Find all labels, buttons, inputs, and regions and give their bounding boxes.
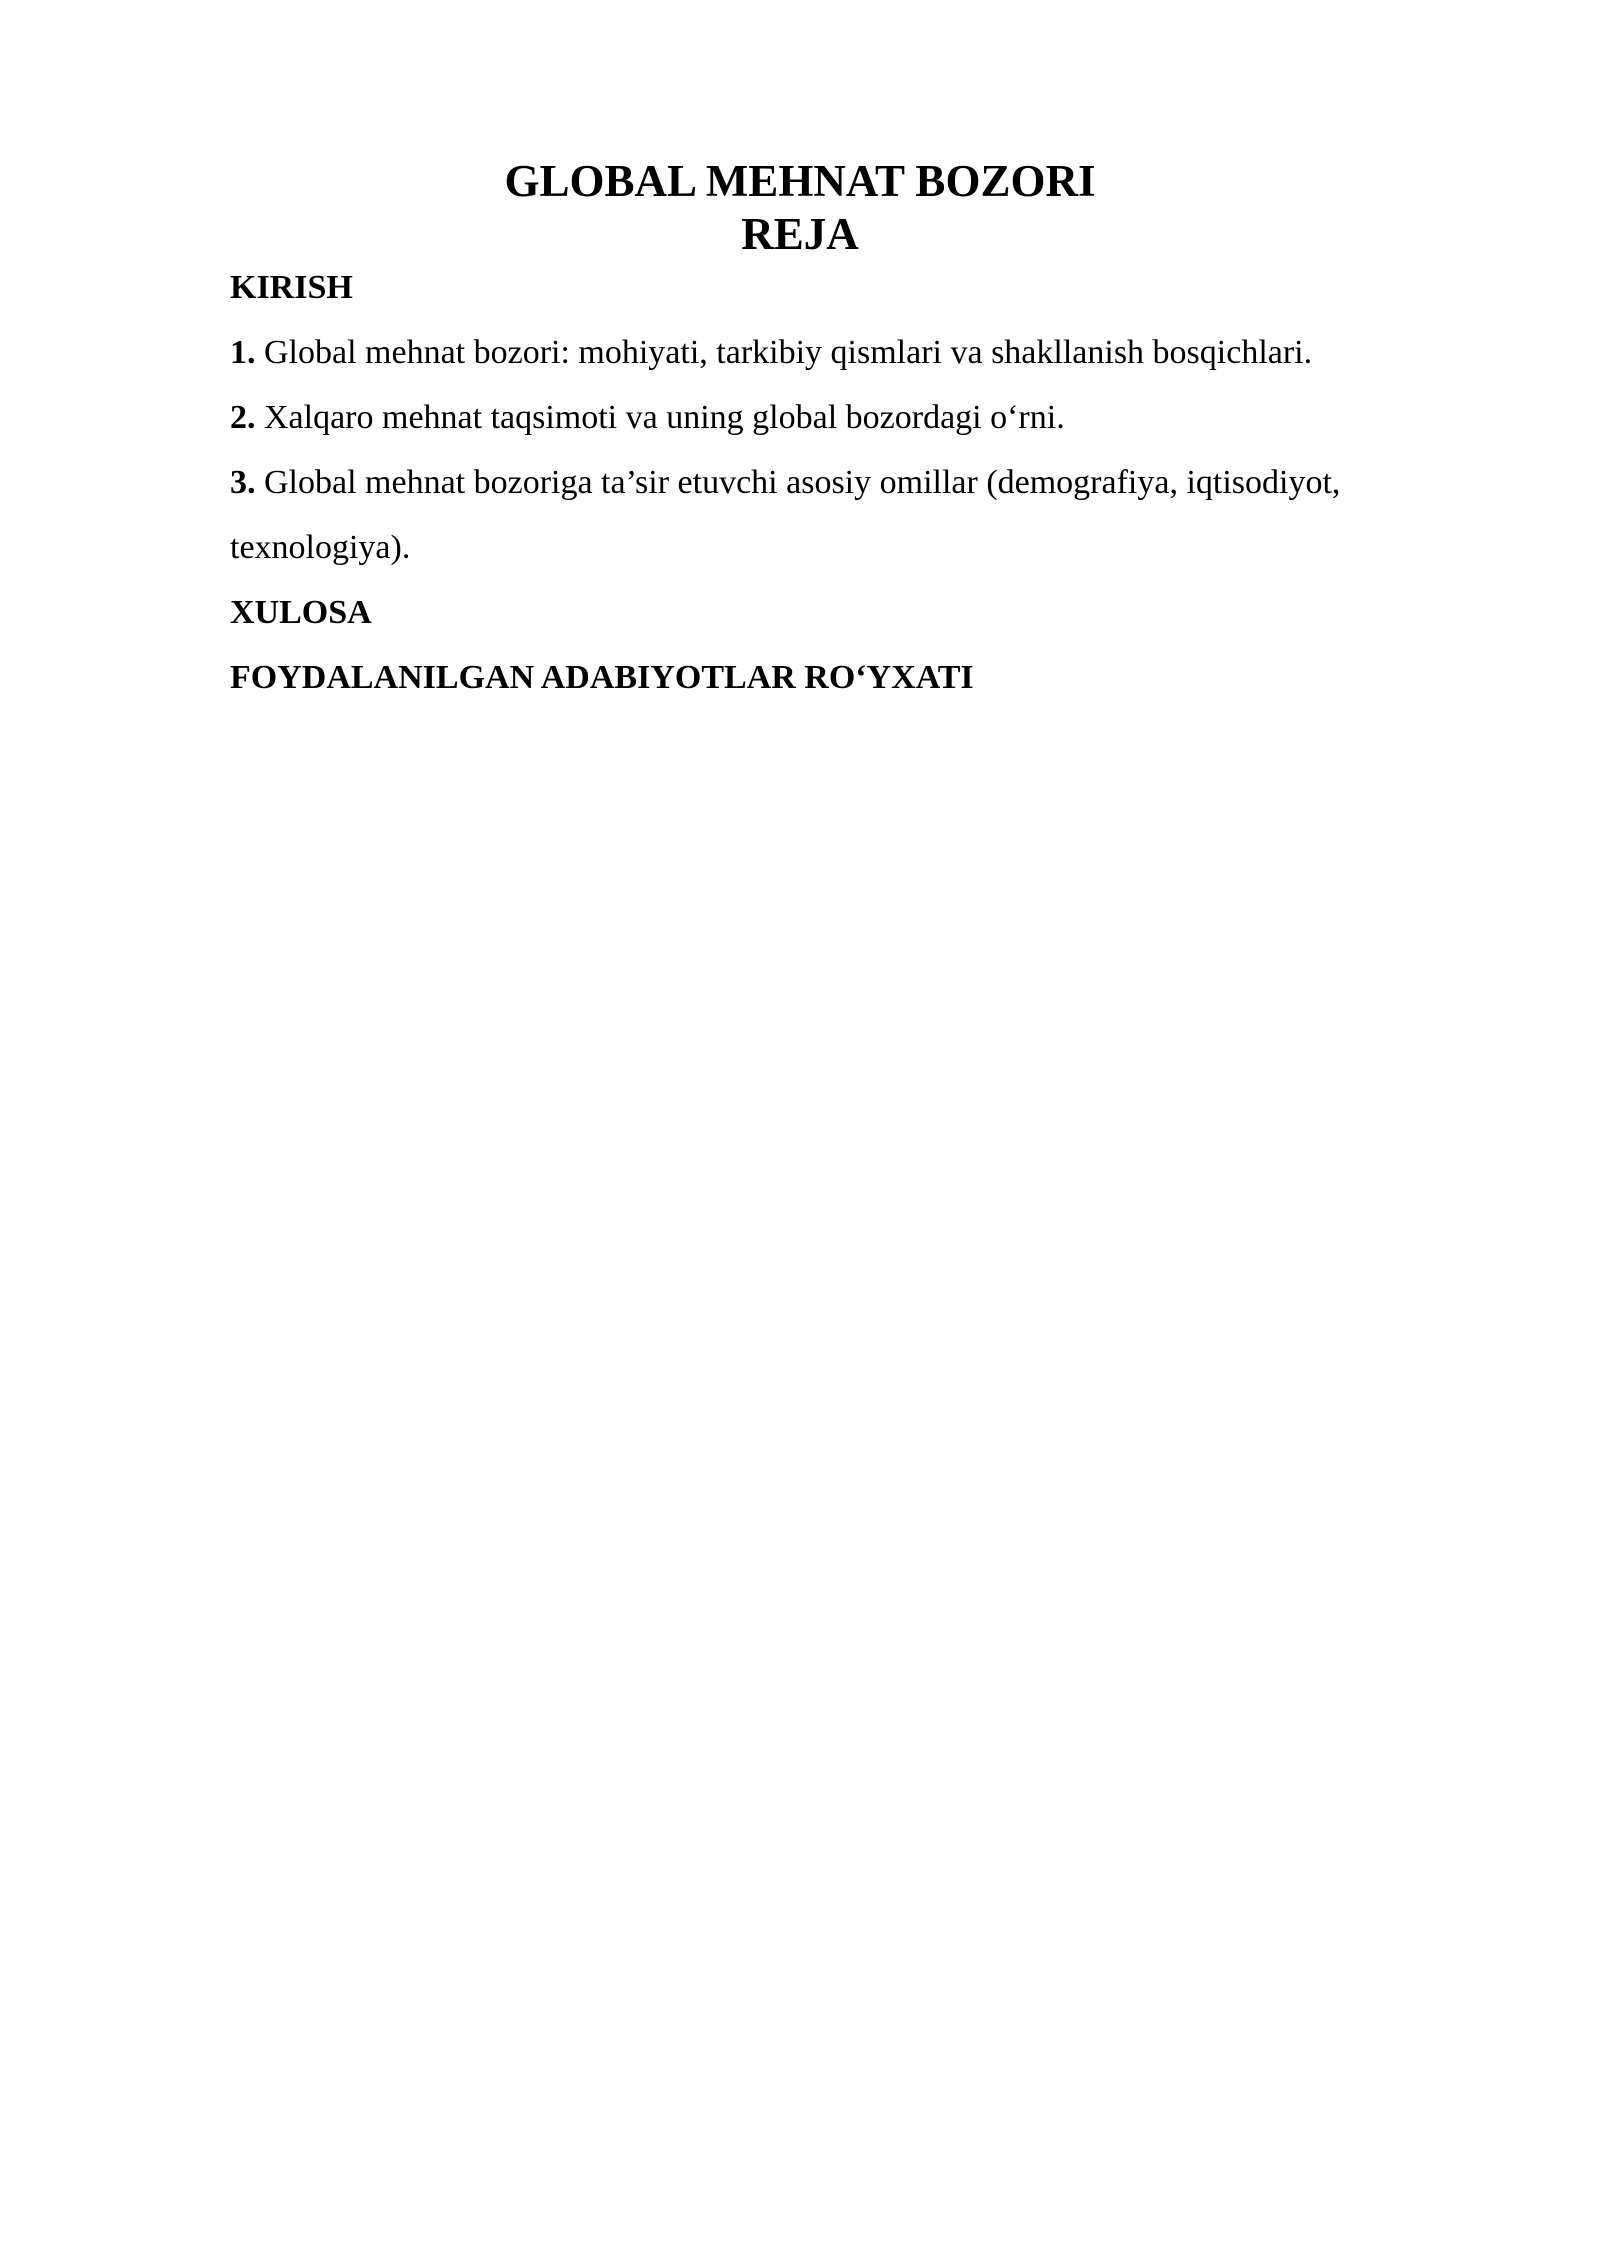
plan-item-2-number: 2. <box>230 399 256 436</box>
plan-item-3 <box>230 463 1470 503</box>
plan-item-3-continuation: texnologiya). <box>230 529 411 566</box>
document-title: GLOBAL MEHNAT BOZORI <box>504 156 1096 206</box>
plan-item-3-text-line1: Global mehnat bozoriga ta’sir etuvchi asosiy omillar (demografiya, iqtisodiyot, <box>255 464 1341 501</box>
plan-item-2 <box>230 398 1470 438</box>
intro-heading: KIRISH <box>230 269 353 306</box>
plan-item-3-number: 3. <box>230 464 256 501</box>
plan-item-1-text: Global mehnat bozori: mohiyati, tarkibiy qismlari va shakllanish bosqichlari. <box>255 334 1313 371</box>
plan-item-1 <box>230 333 1470 373</box>
document-subtitle: REJA <box>741 209 859 259</box>
references-heading: FOYDALANILGAN ADABIYOTLAR RO‘YXATI <box>230 659 974 696</box>
plan-item-1-number: 1. <box>230 334 256 371</box>
conclusion-heading: XULOSA <box>230 594 372 631</box>
plan-item-2-text: Xalqaro mehnat taqsimoti va uning global bozordagi o‘rni. <box>255 399 1065 436</box>
